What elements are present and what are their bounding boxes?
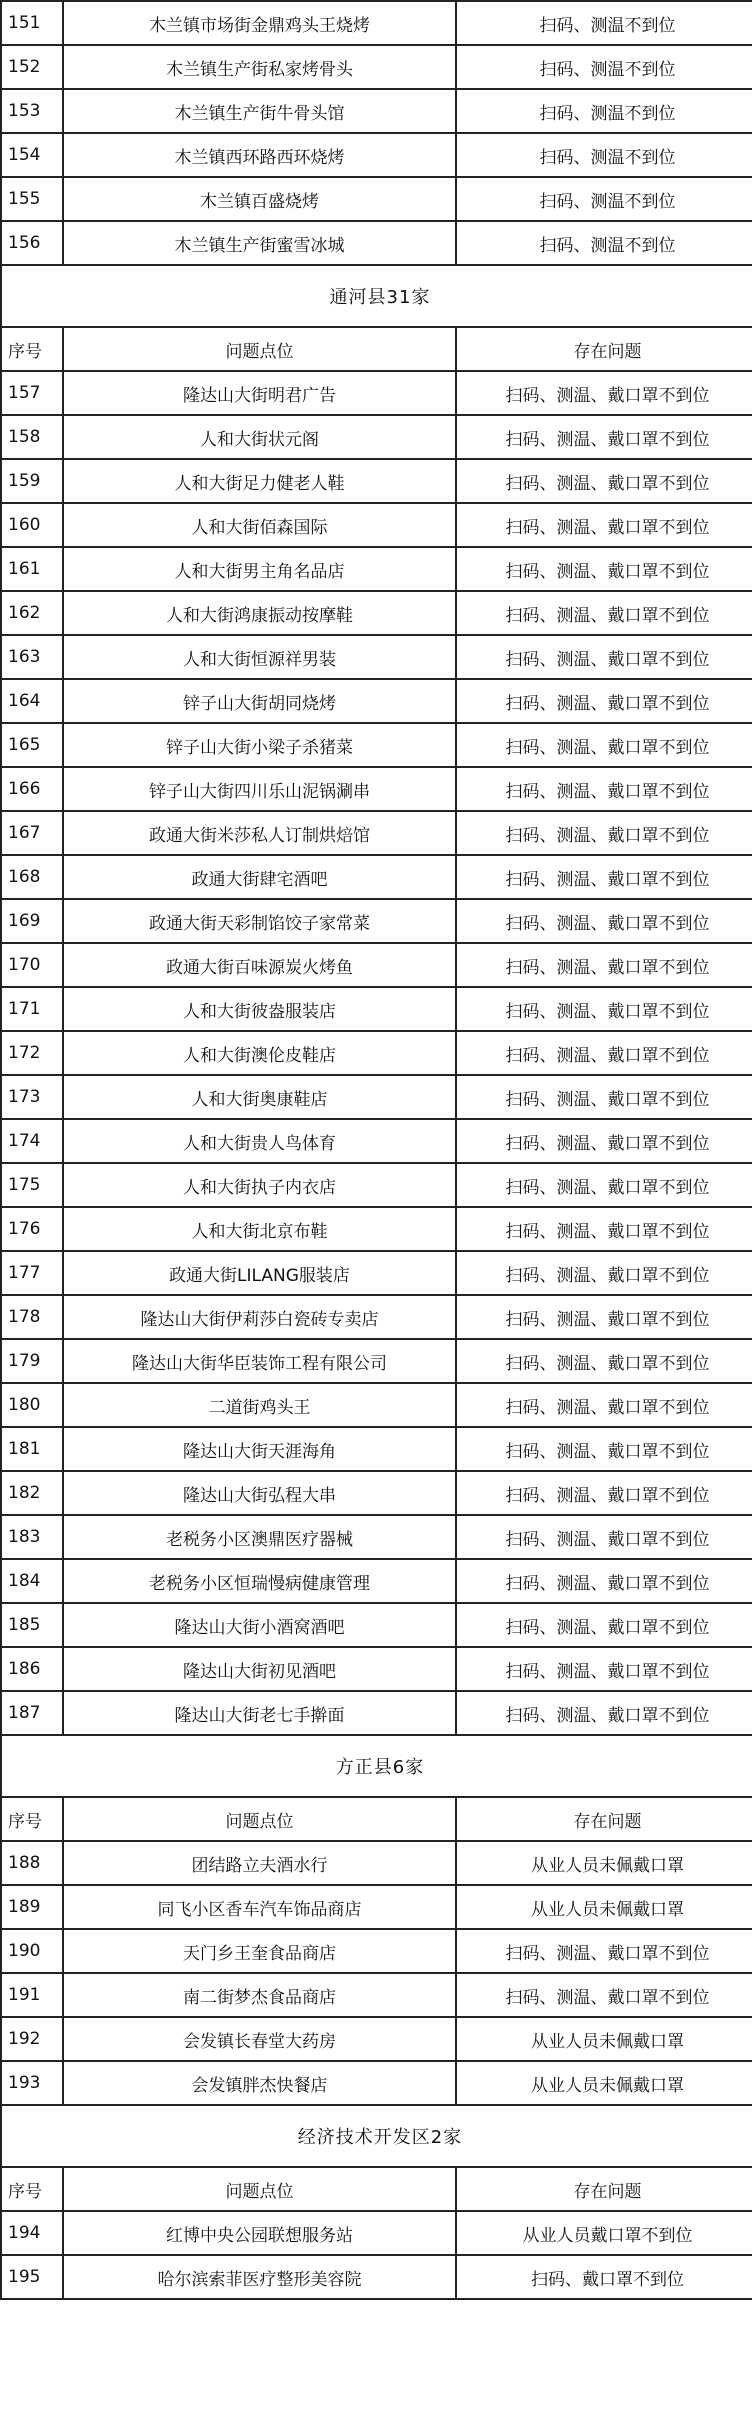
row-place: 老税务小区恒瑞慢病健康管理 — [63, 1559, 456, 1603]
row-place: 木兰镇生产街牛骨头馆 — [63, 89, 456, 133]
section-title-row — [1, 1735, 752, 1797]
row-issue: 扫码、测温不到位 — [456, 45, 752, 89]
table-row — [1, 811, 752, 855]
row-place: 人和大街贵人鸟体育 — [63, 1119, 456, 1163]
row-place: 同飞小区香车汽车饰品商店 — [63, 1885, 456, 1929]
row-number: 170 — [1, 943, 63, 987]
row-issue: 扫码、测温、戴口罩不到位 — [456, 1973, 752, 2017]
row-issue: 扫码、测温不到位 — [456, 89, 752, 133]
row-place: 团结路立夫酒水行 — [63, 1841, 456, 1885]
table-row — [1, 1075, 752, 1119]
row-number: 181 — [1, 1427, 63, 1471]
row-place: 人和大街澳伦皮鞋店 — [63, 1031, 456, 1075]
table-row — [1, 503, 752, 547]
row-place: 哈尔滨索菲医疗整形美容院 — [63, 2255, 456, 2299]
row-issue: 扫码、测温、戴口罩不到位 — [456, 591, 752, 635]
row-issue: 扫码、测温、戴口罩不到位 — [456, 1691, 752, 1735]
row-place: 隆达山大街伊莉莎白瓷砖专卖店 — [63, 1295, 456, 1339]
header-issue: 存在问题 — [456, 1797, 752, 1841]
table-header-row — [1, 2167, 752, 2211]
row-place: 隆达山大街明君广告 — [63, 371, 456, 415]
row-place: 隆达山大街初见酒吧 — [63, 1647, 456, 1691]
row-issue: 扫码、测温、戴口罩不到位 — [456, 371, 752, 415]
header-place: 问题点位 — [63, 2167, 456, 2211]
row-number: 188 — [1, 1841, 63, 1885]
row-place: 天门乡王奎食品商店 — [63, 1929, 456, 1973]
row-number: 162 — [1, 591, 63, 635]
row-number: 166 — [1, 767, 63, 811]
section-title: 经济技术开发区2家 — [1, 2105, 752, 2167]
row-place: 木兰镇市场街金鼎鸡头王烧烤 — [63, 1, 456, 45]
row-number: 193 — [1, 2061, 63, 2105]
table-row — [1, 1885, 752, 1929]
row-place: 木兰镇生产街蜜雪冰城 — [63, 221, 456, 265]
table-row — [1, 1929, 752, 1973]
row-number: 160 — [1, 503, 63, 547]
row-issue: 扫码、测温、戴口罩不到位 — [456, 1929, 752, 1973]
row-issue: 扫码、测温、戴口罩不到位 — [456, 1295, 752, 1339]
row-issue: 扫码、测温、戴口罩不到位 — [456, 415, 752, 459]
table-row — [1, 1841, 752, 1885]
row-issue: 扫码、测温、戴口罩不到位 — [456, 1031, 752, 1075]
table-body — [1, 1, 752, 2299]
row-issue: 扫码、测温、戴口罩不到位 — [456, 503, 752, 547]
row-number: 163 — [1, 635, 63, 679]
row-place: 人和大街佰森国际 — [63, 503, 456, 547]
table-row — [1, 1031, 752, 1075]
row-issue: 扫码、测温、戴口罩不到位 — [456, 811, 752, 855]
row-place: 政通大街天彩制馅饺子家常菜 — [63, 899, 456, 943]
row-number: 156 — [1, 221, 63, 265]
row-number: 186 — [1, 1647, 63, 1691]
table-row — [1, 899, 752, 943]
row-issue: 扫码、测温不到位 — [456, 133, 752, 177]
row-number: 174 — [1, 1119, 63, 1163]
table-row — [1, 371, 752, 415]
row-issue: 扫码、测温不到位 — [456, 221, 752, 265]
table-row — [1, 1647, 752, 1691]
row-place: 老税务小区澳鼎医疗器械 — [63, 1515, 456, 1559]
row-place: 人和大街状元阁 — [63, 415, 456, 459]
table-row — [1, 133, 752, 177]
row-number: 180 — [1, 1383, 63, 1427]
row-place: 锌子山大街小梁子杀猪菜 — [63, 723, 456, 767]
row-place: 隆达山大街老七手擀面 — [63, 1691, 456, 1735]
table-row — [1, 177, 752, 221]
row-place: 会发镇胖杰快餐店 — [63, 2061, 456, 2105]
table-row — [1, 1471, 752, 1515]
row-place: 会发镇长春堂大药房 — [63, 2017, 456, 2061]
row-place: 人和大街足力健老人鞋 — [63, 459, 456, 503]
table-header-row — [1, 327, 752, 371]
row-place: 人和大街执子内衣店 — [63, 1163, 456, 1207]
row-place: 政通大街肆宅酒吧 — [63, 855, 456, 899]
table-row — [1, 679, 752, 723]
row-place: 政通大街百味源炭火烤鱼 — [63, 943, 456, 987]
row-place: 人和大街恒源祥男装 — [63, 635, 456, 679]
row-place: 隆达山大街天涯海角 — [63, 1427, 456, 1471]
table-row — [1, 2211, 752, 2255]
table-row — [1, 723, 752, 767]
table-row — [1, 415, 752, 459]
row-number: 192 — [1, 2017, 63, 2061]
row-number: 173 — [1, 1075, 63, 1119]
section-title-row — [1, 2105, 752, 2167]
row-number: 185 — [1, 1603, 63, 1647]
row-number: 157 — [1, 371, 63, 415]
row-issue: 扫码、测温、戴口罩不到位 — [456, 899, 752, 943]
row-issue: 从业人员未佩戴口罩 — [456, 1885, 752, 1929]
row-issue: 扫码、测温、戴口罩不到位 — [456, 1471, 752, 1515]
row-number: 187 — [1, 1691, 63, 1735]
header-number: 序号 — [1, 327, 63, 371]
table-row — [1, 2061, 752, 2105]
row-issue: 扫码、测温、戴口罩不到位 — [456, 547, 752, 591]
section-title-row — [1, 265, 752, 327]
header-issue: 存在问题 — [456, 327, 752, 371]
row-issue: 扫码、测温、戴口罩不到位 — [456, 1075, 752, 1119]
table-row — [1, 1, 752, 45]
row-number: 158 — [1, 415, 63, 459]
row-place: 隆达山大街小酒窝酒吧 — [63, 1603, 456, 1647]
row-number: 164 — [1, 679, 63, 723]
row-place: 人和大街奥康鞋店 — [63, 1075, 456, 1119]
row-issue: 从业人员戴口罩不到位 — [456, 2211, 752, 2255]
row-issue: 扫码、测温、戴口罩不到位 — [456, 1559, 752, 1603]
row-number: 179 — [1, 1339, 63, 1383]
row-place: 木兰镇西环路西环烧烤 — [63, 133, 456, 177]
row-number: 168 — [1, 855, 63, 899]
table-row — [1, 767, 752, 811]
row-number: 172 — [1, 1031, 63, 1075]
row-issue: 扫码、测温、戴口罩不到位 — [456, 635, 752, 679]
row-place: 红博中央公园联想服务站 — [63, 2211, 456, 2255]
table-row — [1, 221, 752, 265]
row-number: 154 — [1, 133, 63, 177]
row-number: 151 — [1, 1, 63, 45]
table-row — [1, 987, 752, 1031]
table-header-row — [1, 1797, 752, 1841]
table-row — [1, 1559, 752, 1603]
row-number: 165 — [1, 723, 63, 767]
table-row — [1, 1383, 752, 1427]
row-issue: 扫码、测温、戴口罩不到位 — [456, 1427, 752, 1471]
table-row — [1, 943, 752, 987]
row-number: 152 — [1, 45, 63, 89]
row-number: 155 — [1, 177, 63, 221]
row-issue: 扫码、测温、戴口罩不到位 — [456, 1383, 752, 1427]
row-issue: 扫码、测温、戴口罩不到位 — [456, 943, 752, 987]
table-row — [1, 1119, 752, 1163]
row-number: 176 — [1, 1207, 63, 1251]
table-row — [1, 591, 752, 635]
row-number: 167 — [1, 811, 63, 855]
section-title: 方正县6家 — [1, 1735, 752, 1797]
row-place: 隆达山大街弘程大串 — [63, 1471, 456, 1515]
table-row — [1, 1603, 752, 1647]
row-issue: 扫码、测温、戴口罩不到位 — [456, 767, 752, 811]
row-issue: 扫码、测温、戴口罩不到位 — [456, 1119, 752, 1163]
row-number: 184 — [1, 1559, 63, 1603]
row-place: 人和大街鸿康振动按摩鞋 — [63, 591, 456, 635]
row-number: 190 — [1, 1929, 63, 1973]
row-issue: 从业人员未佩戴口罩 — [456, 1841, 752, 1885]
row-issue: 扫码、测温、戴口罩不到位 — [456, 1603, 752, 1647]
header-number: 序号 — [1, 2167, 63, 2211]
table-row — [1, 1251, 752, 1295]
row-issue: 扫码、测温、戴口罩不到位 — [456, 679, 752, 723]
row-number: 153 — [1, 89, 63, 133]
row-number: 175 — [1, 1163, 63, 1207]
row-number: 194 — [1, 2211, 63, 2255]
table-row — [1, 635, 752, 679]
row-place: 锌子山大街四川乐山泥锅涮串 — [63, 767, 456, 811]
row-place: 人和大街男主角名品店 — [63, 547, 456, 591]
row-place: 二道街鸡头王 — [63, 1383, 456, 1427]
header-place: 问题点位 — [63, 1797, 456, 1841]
row-number: 177 — [1, 1251, 63, 1295]
row-issue: 扫码、测温不到位 — [456, 177, 752, 221]
row-issue: 扫码、测温、戴口罩不到位 — [456, 1339, 752, 1383]
row-issue: 扫码、测温、戴口罩不到位 — [456, 855, 752, 899]
table-row — [1, 855, 752, 899]
row-place: 人和大街彼盎服装店 — [63, 987, 456, 1031]
row-number: 159 — [1, 459, 63, 503]
table-row — [1, 2255, 752, 2299]
table-row — [1, 1339, 752, 1383]
table-row — [1, 2017, 752, 2061]
table-row — [1, 1207, 752, 1251]
row-issue: 扫码、测温、戴口罩不到位 — [456, 1515, 752, 1559]
table-row — [1, 1427, 752, 1471]
row-place: 政通大街米莎私人订制烘焙馆 — [63, 811, 456, 855]
row-number: 189 — [1, 1885, 63, 1929]
table-row — [1, 547, 752, 591]
row-issue: 扫码、测温、戴口罩不到位 — [456, 1207, 752, 1251]
table-row — [1, 1515, 752, 1559]
row-place: 南二街梦杰食品商店 — [63, 1973, 456, 2017]
row-issue: 扫码、测温不到位 — [456, 1, 752, 45]
row-place: 木兰镇生产街私家烤骨头 — [63, 45, 456, 89]
row-number: 195 — [1, 2255, 63, 2299]
table-row — [1, 89, 752, 133]
row-issue: 从业人员未佩戴口罩 — [456, 2017, 752, 2061]
header-issue: 存在问题 — [456, 2167, 752, 2211]
row-issue: 扫码、测温、戴口罩不到位 — [456, 1251, 752, 1295]
row-number: 191 — [1, 1973, 63, 2017]
row-number: 178 — [1, 1295, 63, 1339]
table-row — [1, 459, 752, 503]
section-title: 通河县31家 — [1, 265, 752, 327]
row-place: 锌子山大街胡同烧烤 — [63, 679, 456, 723]
row-issue: 扫码、测温、戴口罩不到位 — [456, 1163, 752, 1207]
row-issue: 扫码、测温、戴口罩不到位 — [456, 459, 752, 503]
row-place: 人和大街北京布鞋 — [63, 1207, 456, 1251]
row-number: 171 — [1, 987, 63, 1031]
row-place: 隆达山大街华臣装饰工程有限公司 — [63, 1339, 456, 1383]
row-issue: 扫码、测温、戴口罩不到位 — [456, 1647, 752, 1691]
row-issue: 从业人员未佩戴口罩 — [456, 2061, 752, 2105]
table-row — [1, 45, 752, 89]
table-row — [1, 1163, 752, 1207]
row-number: 183 — [1, 1515, 63, 1559]
table-row — [1, 1973, 752, 2017]
row-place: 政通大街LILANG服装店 — [63, 1251, 456, 1295]
header-number: 序号 — [1, 1797, 63, 1841]
row-number: 161 — [1, 547, 63, 591]
row-issue: 扫码、测温、戴口罩不到位 — [456, 723, 752, 767]
table-row — [1, 1295, 752, 1339]
table-row — [1, 1691, 752, 1735]
header-place: 问题点位 — [63, 327, 456, 371]
row-place: 木兰镇百盛烧烤 — [63, 177, 456, 221]
row-number: 169 — [1, 899, 63, 943]
row-number: 182 — [1, 1471, 63, 1515]
row-issue: 扫码、戴口罩不到位 — [456, 2255, 752, 2299]
row-issue: 扫码、测温、戴口罩不到位 — [456, 987, 752, 1031]
